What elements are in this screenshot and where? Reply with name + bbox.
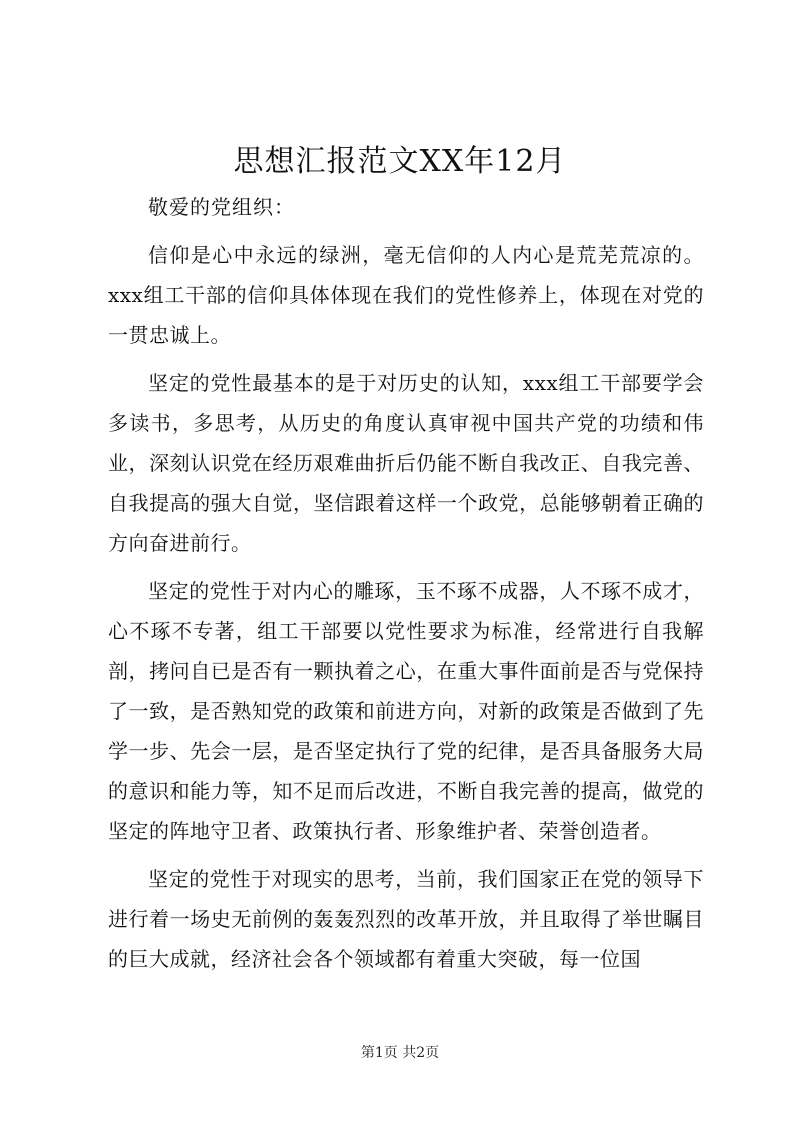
document-title: 思想汇报范文XX年12月 (233, 144, 567, 179)
paragraph: 信仰是心中永远的绿洲，毫无信仰的人内心是荒芜荒凉的。xxx组工干部的信仰具体体现在我们的党性修养上，体现在对党的一贯忠诚上。 (108, 243, 704, 347)
paragraph: 坚定的党性于对内心的雕琢，玉不琢不成器，人不琢不成才，心不琢不专著，组工干部要以党性要求为标准，经常进行自我解剖，拷问自已是否有一颗执着之心，在重大事件面前是否与党保持了一致，是否熟知党的政策和前进方向，对新的政策是否做到了先学一步、先会一层，是否坚定执行了党的纪律，是否具备服务大局的意识和能力等，知不足而后改进，不断自我完善的提高，做党的坚定的阵地守卫者、政策执行者、形象维护者、荣誉创造者。 (108, 579, 704, 843)
paragraph: 坚定的党性最基本的是于对历史的认知，xxx组工干部要学会多读书，多思考，从历史的角度认真审视中国共产党的功绩和伟业，深刻认识党在经历艰难曲折后仍能不断自我改正、自我完善、自我提高的强大自觉，坚信跟着这样一个政党，总能够朝着正确的方向奋进前行。 (108, 371, 704, 555)
document-body (108, 187, 704, 979)
paragraph: 坚定的党性于对现实的思考，当前，我们国家正在党的领导下进行着一场史无前例的轰轰烈烈的改革开放，并且取得了举世瞩目的巨大成就，经济社会各个领域都有着重大突破，每一位国 (108, 867, 704, 971)
salutation: 敬爱的党组织： (148, 195, 295, 219)
page-number-footer: 第1页 共2页 (360, 1045, 440, 1061)
